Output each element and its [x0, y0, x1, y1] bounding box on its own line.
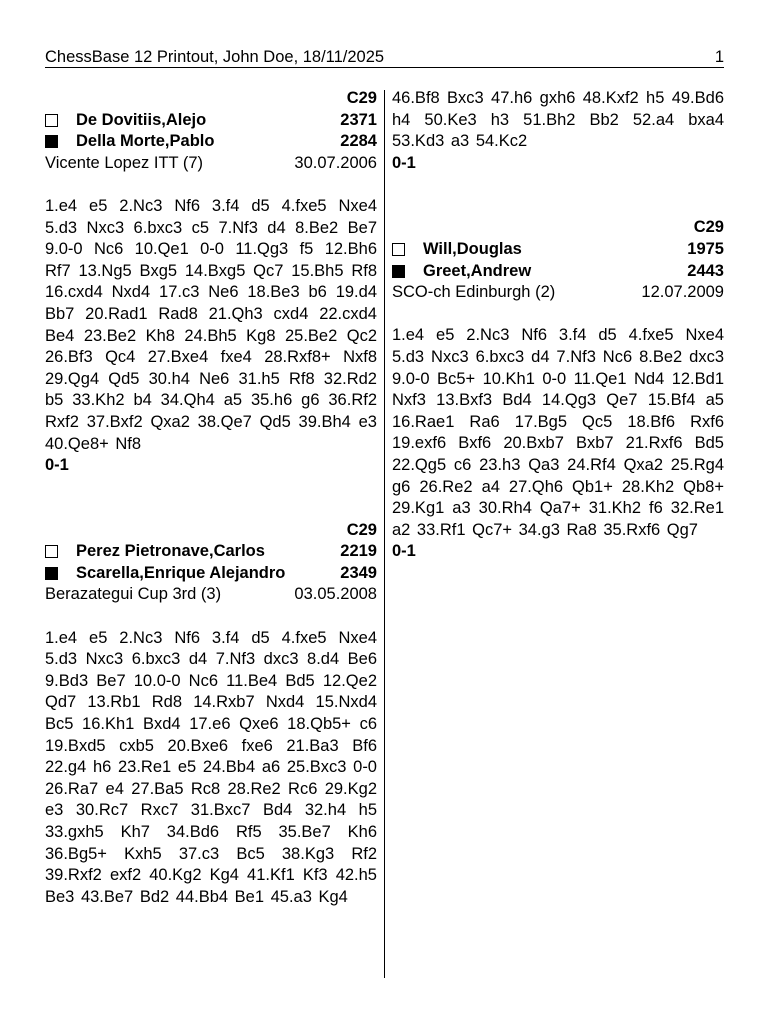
event-row [45, 584, 377, 606]
black-square-icon [45, 567, 58, 580]
white-player-name: De Dovitiis,Alejo [76, 110, 207, 129]
black-player-name: Greet,Andrew [423, 261, 532, 280]
white-player-elo: 1975 [687, 239, 724, 258]
black-player-row [45, 131, 377, 153]
event-name: SCO-ch Edinburgh (2) [392, 283, 556, 302]
move-list-continued: 46.Bf8 Bxc3 47.h6 gxh6 48.Kxf2 h5 49.Bd6 h4 50.Ke3 h3 51.Bh2 Bb2 52.a4 bxa4 53.Kd3 a3 54.Kc2 [392, 89, 724, 151]
left-column [45, 88, 377, 908]
white-square-icon [45, 114, 58, 127]
game-result: 0-1 [45, 456, 69, 475]
black-square-icon [45, 135, 58, 148]
black-player-elo: 2443 [687, 261, 724, 280]
move-list: 1.e4 e5 2.Nc3 Nf6 3.f4 d5 4.fxe5 Nxe4 5.d3 Nxc3 6.bxc3 d4 7.Nf3 dxc3 8.d4 Be6 9.Bd3 Be7 10.0-0 Nc6 11.Be4 Bd5 12.Qe2 Qd7 13.Rb1 Rd8 14.Rxb7 Nxd4 15.Nxd4 Bc5 16.Kh1 Bxd4 17.e6 Qxe6 18.Qb5+ c6 19.Bxd5 cxb5 20.Bxe6 fxe6 21.Ba3 Bf6 22.g4 h6 23.Re1 e5 24.Bb4 a6 25.Bxc3 0-0 26.Ra7 e4 27.Ba5 Rc8 28.Re2 Rc6 29.Kg2 e3 30.Rc7 Rxc7 31.Bxc7 Bd4 32.h4 h5 33.gxh5 Kh7 34.Bd6 Rf5 35.Be7 Kh6 36.Bg5+ Kxh5 37.c3 Bc5 38.Kg3 Rf2 39.Rxf2 exf2 40.Kg2 Kg4 41.Kf1 Kf3 42.h5 Be3 43.Be7 Bd2 44.Bb4 Be1 45.a3 Kg4 [45, 628, 377, 906]
white-square-icon [45, 545, 58, 558]
game-separator [392, 174, 724, 217]
event-date: 03.05.2008 [294, 585, 377, 604]
black-player-row [45, 563, 377, 585]
event-name: Vicente Lopez ITT (7) [45, 153, 204, 172]
event-name: Berazategui Cup 3rd (3) [45, 585, 222, 604]
white-square-icon [392, 243, 405, 256]
event-row [392, 282, 724, 304]
eco-code: C29 [346, 520, 377, 539]
black-player-elo: 2284 [340, 132, 377, 151]
move-list: 1.e4 e5 2.Nc3 Nf6 3.f4 d5 4.fxe5 Nxe4 5.d3 Nxc3 6.bxc3 c5 7.Nf3 d4 8.Be2 Be7 9.0-0 Nc6 10.Qe1 0-0 11.Qg3 f5 12.Bh6 Rf7 13.Ng5 Bxg5 14.Bxg5 Qc7 15.Bh5 Rf8 16.cxd4 Nxd4 17.c3 Ne6 18.Be3 b6 19.d4 Bb7 20.Rad1 Rad8 21.Qh3 cxd4 22.cxd4 Be4 23.Be2 Kh8 24.Bh5 Kg8 25.Be2 Qc2 26.Bf3 Qc4 27.Bxe4 fxe4 28.Rxf8+ Nxf8 29.Qg4 Qd5 30.h4 Ne6 31.h5 Rf8 32.Rd2 b5 33.Kh2 b4 34.Qh4 a5 35.h6 g6 36.Rf2 Rxf2 37.Bxf2 Qxa2 38.Qe7 Qd5 39.Bh4 e3 40.Qe8+ Nf8 [45, 196, 377, 453]
black-player-name: Scarella,Enrique Alejandro [76, 563, 286, 582]
game-result: 0-1 [392, 542, 416, 561]
event-date: 30.07.2006 [294, 153, 377, 172]
game-separator [45, 477, 377, 520]
right-column [392, 88, 724, 563]
black-player-name: Della Morte,Pablo [76, 132, 215, 151]
game-1 [45, 88, 377, 477]
eco-code: C29 [346, 89, 377, 107]
game-3 [392, 217, 724, 563]
white-player-name: Perez Pietronave,Carlos [76, 542, 265, 561]
black-square-icon [392, 265, 405, 278]
white-player-row [45, 541, 377, 563]
column-divider [384, 90, 385, 978]
printout-title: ChessBase 12 Printout, John Doe, 18/11/2025 [45, 48, 385, 66]
white-player-elo: 2371 [340, 110, 377, 129]
game-2 [45, 520, 377, 909]
white-player-row [45, 110, 377, 132]
page-number: 1 [714, 48, 724, 66]
printout-header [45, 47, 724, 68]
event-row [45, 153, 377, 175]
event-date: 12.07.2009 [641, 283, 724, 302]
white-player-name: Will,Douglas [423, 239, 522, 258]
game-result: 0-1 [392, 153, 416, 172]
white-player-elo: 2219 [340, 542, 377, 561]
game-2-continued [392, 88, 724, 174]
white-player-row [392, 239, 724, 261]
eco-code: C29 [693, 218, 724, 237]
move-list: 1.e4 e5 2.Nc3 Nf6 3.f4 d5 4.fxe5 Nxe4 5.d3 Nxc3 6.bxc3 d4 7.Nf3 Nc6 8.Be2 dxc3 9.0-0 Bc5+ 10.Kh1 0-0 11.Qe1 Nd4 12.Bd1 Nxf3 13.Bxf3 Bd4 14.Qg3 Qe7 15.Bf4 a5 16.Rae1 Ra6 17.Bg5 Qc5 18.Bf6 Rxf6 19.exf6 Bxf6 20.Bxb7 Bxb7 21.Rxf6 Bd5 22.Qg5 c6 23.h3 Qa3 24.Rf4 Qxa2 25.Rg4 g6 26.Re2 a4 27.Qh6 Qb1+ 28.Kh2 Qb8+ 29.Kg1 a3 30.Rh4 Qa7+ 31.Kh2 f6 32.Re1 a2 33.Rf1 Qc7+ 34.g3 Ra8 35.Rxf6 Qg7 [392, 326, 724, 539]
black-player-elo: 2349 [340, 563, 377, 582]
black-player-row [392, 261, 724, 283]
